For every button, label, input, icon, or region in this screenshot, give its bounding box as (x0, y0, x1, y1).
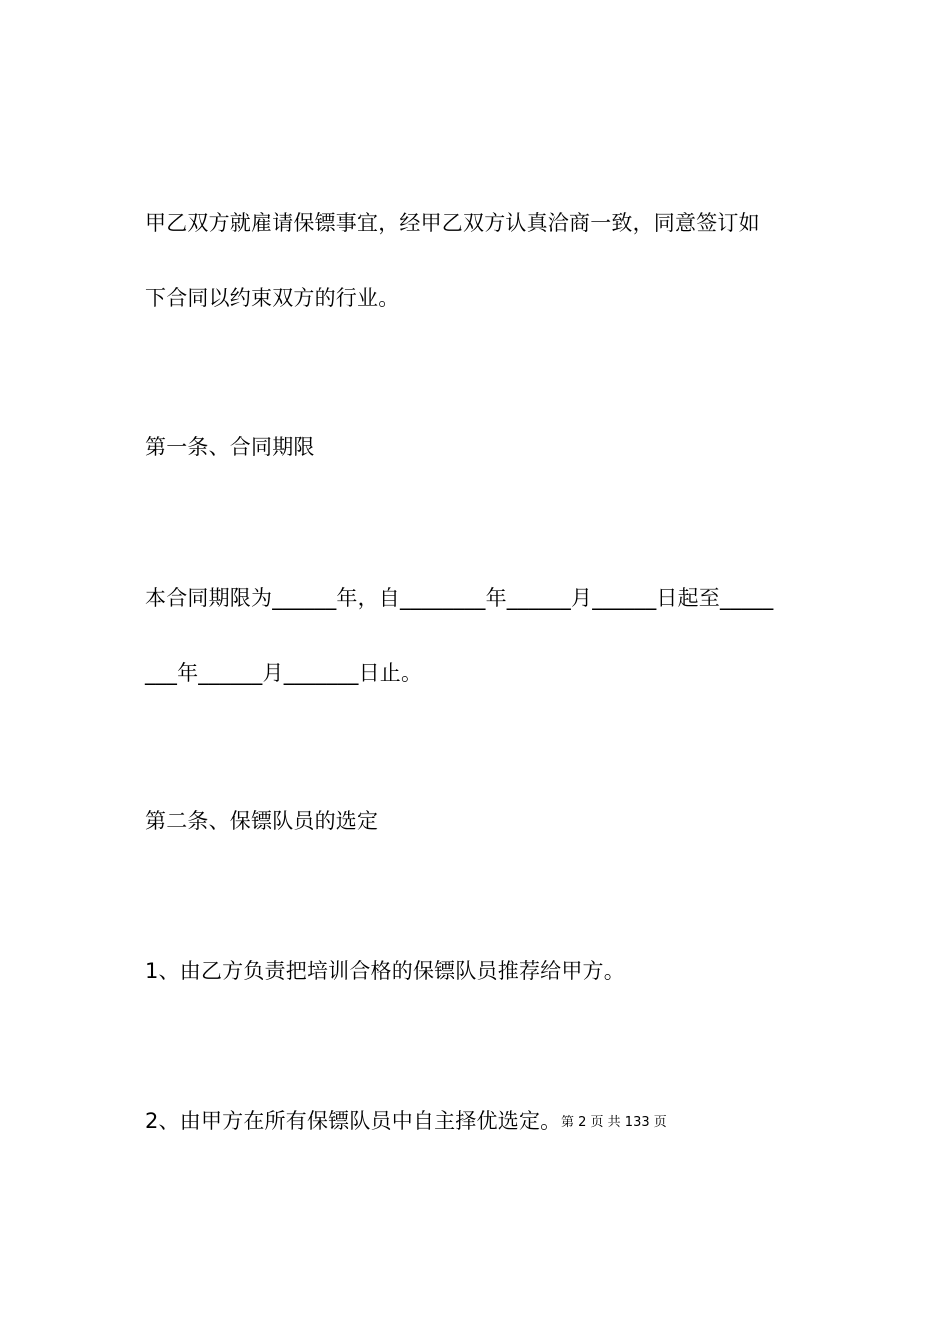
article-1-text-line-1: 本合同期限为______年，自________年______月______日起至_____ (145, 586, 774, 610)
article-1-text-line-2: ___年______月_______日止。 (145, 661, 423, 685)
page-number-footer: 第 2 页 共 133 页 (561, 1115, 667, 1130)
intro-paragraph-line-2: 下合同以约束双方的行业。 (145, 286, 400, 310)
article-2-heading: 第二条、保镖队员的选定 (145, 809, 379, 833)
article-1-heading: 第一条、合同期限 (145, 435, 315, 459)
article-2-item-2: 2、由甲方在所有保镖队员中自主择优选定。 (145, 1109, 562, 1133)
article-2-item-1: 1、由乙方负责把培训合格的保镖队员推荐给甲方。 (145, 959, 625, 983)
intro-paragraph-line-1: 甲乙双方就雇请保镖事宜，经甲乙双方认真洽商一致，同意签订如 (145, 211, 760, 235)
